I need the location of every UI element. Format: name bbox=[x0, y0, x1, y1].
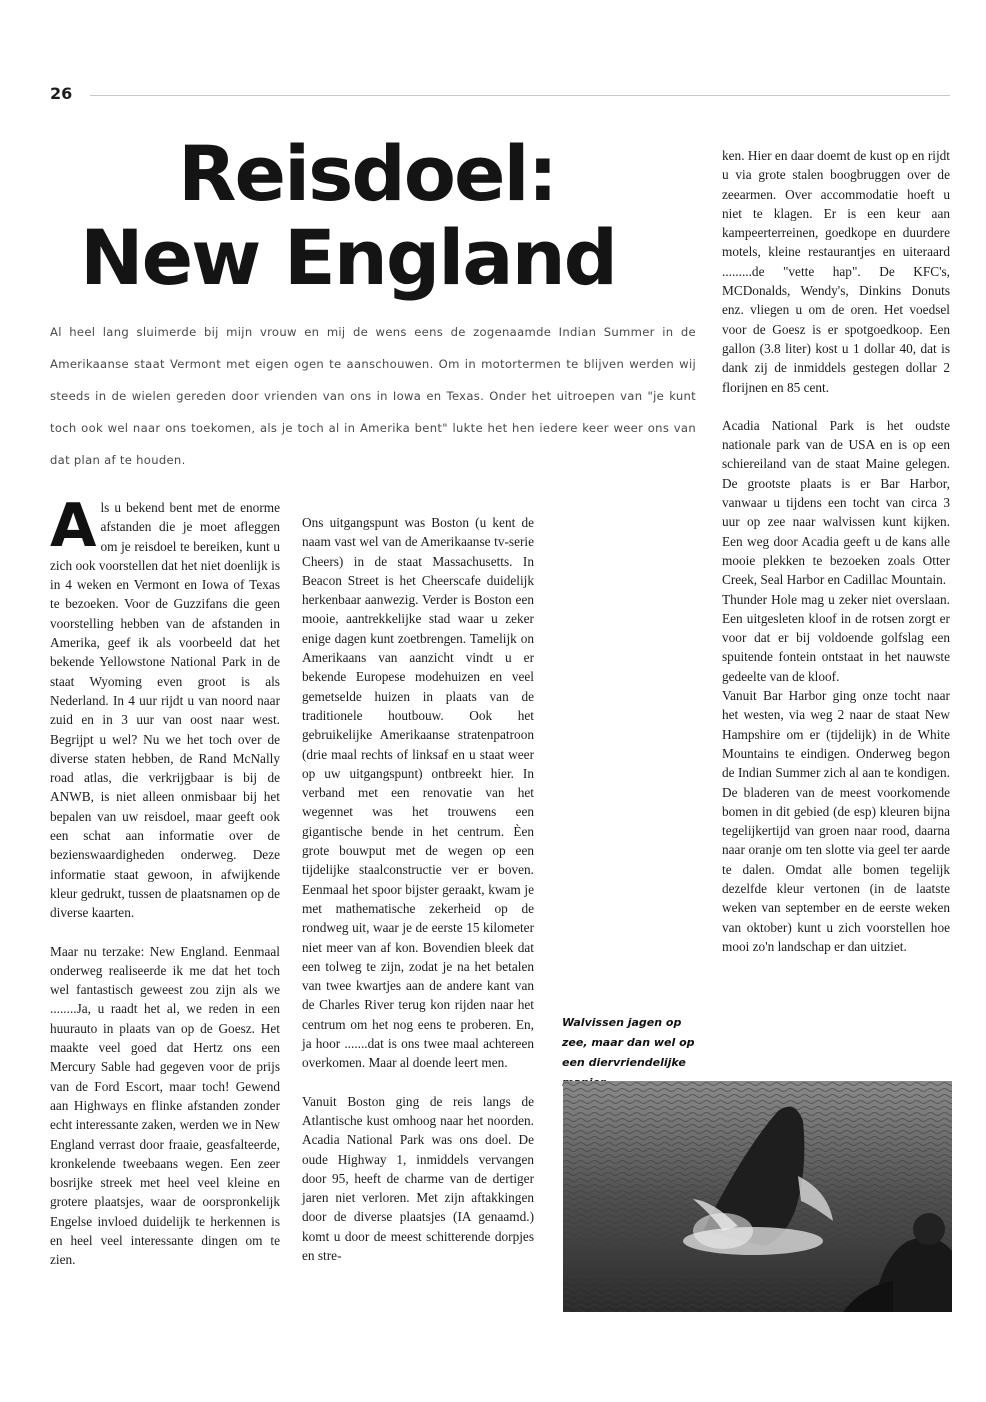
col1-paragraph-2: Maar nu terzake: New England. Eenmaal onderweg realiseerde ik me dat het toch wel fantastisch geweest zou zijn als we ........Ja, u raadt het al, we reden in een huurauto in plaats van op de Goesz. Het maakte veel goed dat Hertz ons een Mercury Sable had gegeven voor de prijs van de Ford Escort, maar toch! Gewend aan Highways en flinke afstanden zonder echt interessante zaken, werden we in New England verrast door fraaie, geasfalteerde, kronkelende tweebaans wegen. Een zeer bosrijke streek met heel veel kleine en grotere plaatsjes, waar de oorspronkelijk Engelse invloed duidelijk te herkennen is en heel veel interessante dingen om te zien. bbox=[50, 943, 280, 1268]
col1-paragraph-1-text: ls u bekend bent met de enorme afstanden die je moet afleggen om je reisdoel te bereiken, kunt u zich ook voorstellen dat het niet doenlijk is in 4 weken en Vermont en Iowa of Texas te bezoeken. Voor de Guzzifans die geen voorstelling hebben van de afstanden in Amerika, geef ik als voorbeeld dat het bekende Yellowstone National Park in de staat Wyoming even groot is als Nederland. In 4 uur rijdt u van noord naar zuid en in 3 uur van oost naar west. Begrijpt u wel? Nu we het toch over de diverse staten hebben, de Rand McNally road atlas, die verkrijgbaar is bij de ANWB, is niet alleen onmisbaar bij het bepalen van uw reisdoel, maar geeft ook een schat aan informatie over de bezienswaardigheden onderweg. Deze informatie staat gewoon, in afwijkende kleur gedrukt, tussen de plaatsnamen op de diverse kaarten. bbox=[50, 500, 280, 921]
col1-paragraph-1 bbox=[50, 491, 280, 923]
col3-paragraph-3: Thunder Hole mag u zeker niet overslaan. Een uitgesleten kloof in de rotsen zorgt er voor dat er bij voldoende golfslag een spuitende fontein ontstaat in het nauwste gedeelte van de kloof. bbox=[722, 591, 950, 684]
column-1 bbox=[50, 491, 280, 1270]
whale-photo-icon bbox=[563, 1081, 952, 1312]
title-line-2: New England bbox=[80, 213, 617, 302]
title-line-1: Reisdoel: bbox=[178, 129, 556, 218]
photo-caption: Walvissen jagen op zee, maar dan wel op een diervriendelijke bbox=[562, 1016, 695, 1069]
drop-cap: A bbox=[50, 491, 97, 561]
header-rule bbox=[90, 95, 950, 96]
col3-paragraph-4: Vanuit Bar Harbor ging onze tocht naar het westen, via weg 2 naar de staat New Hampshire om er (tijdelijk) in de White Mountains te eindigen. Onderweg begon de Indian Summer zich al aan te kondigen. De bladeren van de meest voorkomende bomen in dit gebied (de esp) kleuren bijna tegelijkertijd van groen naar rood, daarna naar oranje om ten slotte via geel ter aarde te dalen. Omdat alle bomen tegelijk dezelfde kleur vertonen (in de laatste weken van september en de eerste weken van oktober) kunt u zich voorstellen hoe mooi zo'n landschap er dan uitziet. bbox=[722, 688, 950, 954]
column-2 bbox=[302, 513, 534, 1265]
col3-paragraph-1: ken. Hier en daar doemt de kust op en rijdt u via grote stalen boogbruggen over de zeearmen. Over accommodatie hoeft u niet te klagen. Er is een keur aan kampeerterreinen, goedkope en duurdere motels, kleine restaurantjes en uiteraard .........de "vette hap". De KFC's, MCDonalds, Wendy's, Dinkins Donuts enz. vliegen u om de oren. Het voedsel voor de Goesz is er spotgoedkoop. Een gallon (3.8 liter) kost u 1 dollar 40, dat is dank zij de inmiddels gestegen dollar 2 florijnen en 85 cent. bbox=[722, 148, 950, 395]
col3-paragraph-2: Acadia National Park is het oudste nationale park van de USA en is op een schiereiland van de staat Maine gelegen. De grootste plaats is er Bar Harbor, vanwaar u tijdens een tocht van circa 3 uur op zee naar walvissen kunt kijken. Een weg door Acadia geeft u de kans alle mooie plekken te bezoeken zoals Otter Creek, Seal Harbor en Cadillac Mountain. bbox=[722, 417, 950, 588]
column-3 bbox=[722, 146, 950, 956]
whale-breach-photo bbox=[563, 1081, 952, 1312]
col2-paragraph-1: Ons uitgangspunt was Boston (u kent de naam vast wel van de Amerikaanse tv-serie Cheers) in de staat Massachusetts. In Beacon Street is het Cheerscafe duidelijk herkenbaar aanwezig. Verder is Boston een mooie, aantrekkelijke stad waar u zeker enige dagen kunt zoetbrengen. Tamelijk on Amerikaans van aanzicht vindt u er bekende Europese modehuizen en veel gemetselde huizen in plaats van de traditionele houtbouw. Ook het gebruikelijke Amerikaanse stratenpatroon (drie maal rechts of linksaf en u staat weer op uw uitgangspunt) ontbreekt hier. In verband met een renovatie van het wegennet was het trouwens een gigantische bende in het centrum. Èen grote bouwput met de wegen op een tijdelijke staalconstructie ver er boven. Eenmaal het spoor bijster geraakt, kwam je met mathematische zekerheid op de rondweg uit, waar je de eerste 15 kilometer niet meer van af kon. Bovendien bleek dat een tolweg te zijn, zodat je na het betalen van twee kwartjes aan de andere kant van de Charles River terug kon rijden naar het centrum om het nog eens te proberen. En, ja hoor .......dat is ons twee maal achtereen overkomen. Maar al doende leert men. bbox=[302, 515, 534, 1071]
article-title bbox=[80, 129, 720, 302]
lead-paragraph: Al heel lang sluimerde bij mijn vrouw en mij de wens eens de zogenaamde Indian Summer in de Amerikaanse staat Vermont met eigen ogen te aanschouwen. Om in motortermen te blijven werden wij steeds in de wielen gereden door vrienden van ons in Iowa en Texas. Onder het uitroepen van "je kunt toch ook wel naar ons toekomen, als je toch al in Amerika bent" lukte het hen iedere keer weer ons van dat plan af te houden. bbox=[50, 325, 696, 467]
page-number: 26 bbox=[50, 84, 73, 103]
col2-paragraph-2: Vanuit Boston ging de reis langs de Atlantische kust omhoog naar het noorden. Acadia National Park was ons doel. De oude Highway 1, inmiddels vervangen door 95, heeft de charme van de dertiger jaren niet verloren. Met zijn aftakkingen door de diverse plaatsjes (IA genaamd.) komt u door de meest schitterende dorpjes en stre- bbox=[302, 1093, 534, 1263]
